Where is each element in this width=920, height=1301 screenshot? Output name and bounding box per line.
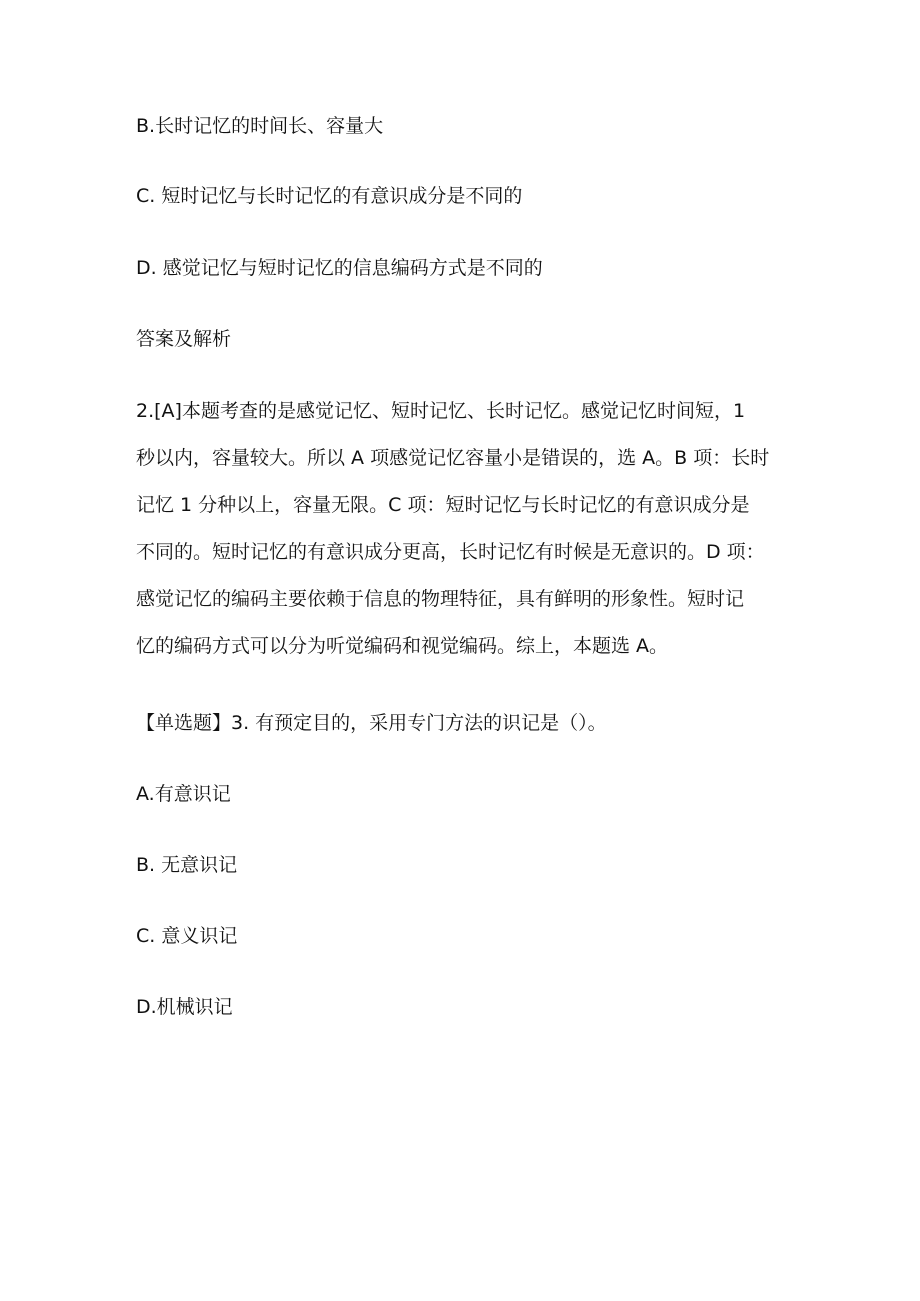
q3-option-d: D.机械识记 — [136, 996, 233, 1018]
q3-option-a: A.有意识记 — [136, 783, 231, 805]
answer-explanation — [136, 399, 786, 681]
explanation-line: 2.[A]本题考查的是感觉记忆、短时记忆、长时记忆。感觉记忆时间短，1 — [136, 400, 746, 422]
q2-option-b: B.长时记忆的时间长、容量大 — [136, 115, 384, 137]
explanation-line: 不同的。短时记忆的有意识成分更高，长时记忆有时候是无意识的。D 项： — [136, 541, 765, 563]
explanation-line: 感觉记忆的编码主要依赖于信息的物理特征，具有鲜明的形象性。短时记 — [136, 588, 745, 610]
q2-option-d: D. 感觉记忆与短时记忆的信息编码方式是不同的 — [136, 257, 543, 279]
q3-option-c: C. 意义识记 — [136, 925, 238, 947]
q3-option-b: B. 无意识记 — [136, 854, 238, 876]
explanation-line: 秒以内，容量较大。所以 A 项感觉记忆容量小是错误的，选 A。B 项：长时 — [136, 447, 770, 469]
explanation-line: 记忆 1 分种以上，容量无限。C 项：短时记忆与长时记忆的有意识成分是 — [136, 494, 750, 516]
answer-heading: 答案及解析 — [136, 328, 232, 350]
q2-option-c: C. 短时记忆与长时记忆的有意识成分是不同的 — [136, 185, 523, 207]
explanation-line: 忆的编码方式可以分为听觉编码和视觉编码。综上，本题选 A。 — [136, 635, 669, 657]
question-3-stem: 【单选题】3. 有预定目的，采用专门方法的识记是（）。 — [136, 712, 607, 734]
